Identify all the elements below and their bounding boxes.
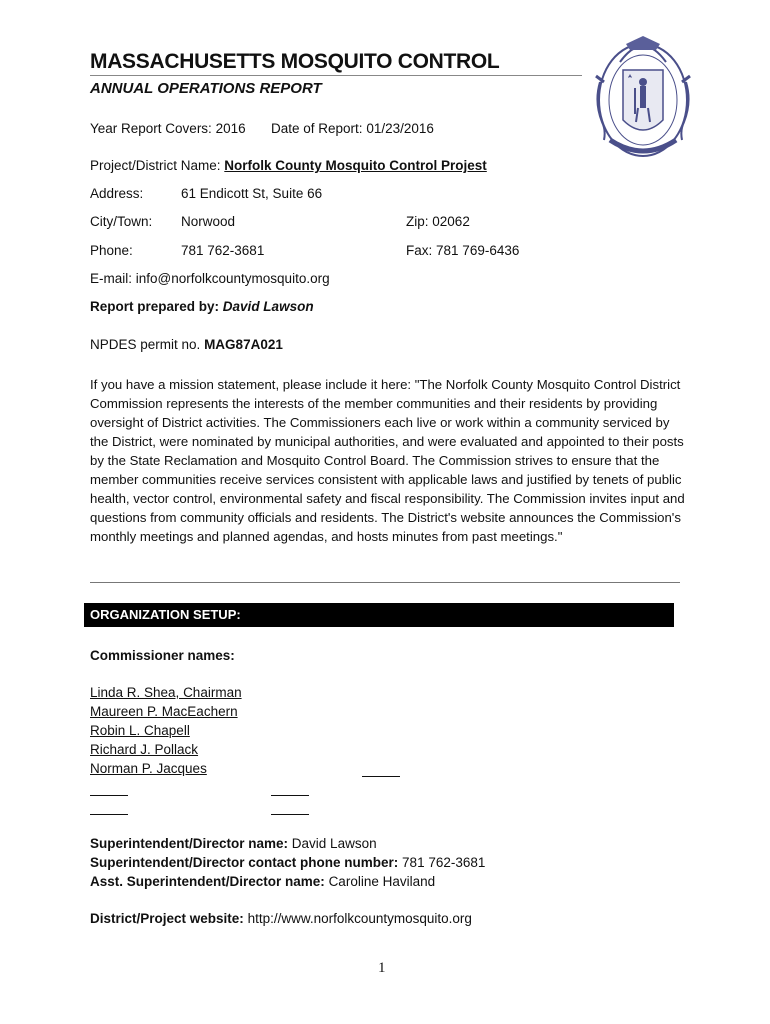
npdes-label: NPDES permit no. <box>90 337 201 352</box>
superintendent-value: David Lawson <box>291 836 377 851</box>
asst-superintendent-label: Asst. Superintendent/Director name: <box>90 874 325 889</box>
district-name <box>90 158 487 173</box>
fax-field <box>406 243 519 258</box>
section-divider <box>90 582 680 583</box>
superintendent-phone-value: 781 762-3681 <box>402 855 486 870</box>
superintendent-label: Superintendent/Director name: <box>90 836 289 851</box>
blank-commissioner-line <box>362 776 400 777</box>
phone-label: Phone: <box>90 243 133 258</box>
report-date-value: 01/23/2016 <box>366 121 434 136</box>
commissioner-name: Richard J. Pollack <box>90 742 199 757</box>
report-date-label: Date of Report: <box>271 121 363 136</box>
city-label: City/Town: <box>90 214 153 229</box>
website-label: District/Project website: <box>90 911 244 926</box>
district-name-label: Project/District Name: <box>90 158 221 173</box>
organization-section-title: ORGANIZATION SETUP: <box>90 607 241 622</box>
commissioner-name: Norman P. Jacques <box>90 761 207 776</box>
phone-value: 781 762-3681 <box>181 243 265 258</box>
asst-superintendent <box>90 874 435 889</box>
zip-label: Zip: <box>406 214 429 229</box>
commissioners-label: Commissioner names: <box>90 648 235 663</box>
email-value: info@norfolkcountymosquito.org <box>135 271 330 286</box>
report-year <box>90 121 246 136</box>
report-year-value: 2016 <box>215 121 246 136</box>
blank-commissioner-line <box>90 795 128 796</box>
website-value: http://www.norfolkcountymosquito.org <box>247 911 472 926</box>
report-date <box>271 121 434 136</box>
address-value: 61 Endicott St, Suite 66 <box>181 186 323 201</box>
prepared-by-value: David Lawson <box>222 299 314 314</box>
prepared-by-label: Report prepared by: <box>90 299 220 314</box>
zip-value: 02062 <box>432 214 470 229</box>
blank-commissioner-line <box>271 814 309 815</box>
page-title: MASSACHUSETTS MOSQUITO CONTROL <box>90 50 500 73</box>
commissioner-name: Linda R. Shea, Chairman <box>90 685 242 700</box>
address-label: Address: <box>90 186 144 201</box>
fax-value: 781 769-6436 <box>436 243 520 258</box>
city-value: Norwood <box>181 214 236 229</box>
prepared-by <box>90 299 314 314</box>
zip-field <box>406 214 470 229</box>
superintendent-phone <box>90 855 485 870</box>
title-underline <box>90 75 582 76</box>
page-subtitle: ANNUAL OPERATIONS REPORT <box>90 80 322 97</box>
email-field <box>90 271 330 286</box>
report-year-label: Year Report Covers: <box>90 121 212 136</box>
blank-commissioner-line <box>271 795 309 796</box>
blank-commissioner-line <box>90 814 128 815</box>
organization-section-header <box>84 603 674 627</box>
district-website <box>90 911 472 926</box>
superintendent-name <box>90 836 377 851</box>
commissioner-name: Robin L. Chapell <box>90 723 190 738</box>
fax-label: Fax: <box>406 243 433 258</box>
asst-superintendent-value: Caroline Haviland <box>328 874 436 889</box>
npdes-value: MAG87A021 <box>204 337 283 352</box>
email-label: E-mail: <box>90 271 133 286</box>
superintendent-phone-label: Superintendent/Director contact phone number: <box>90 855 399 870</box>
commissioner-name: Maureen P. MacEachern <box>90 704 238 719</box>
page-number: 1 <box>378 960 386 976</box>
district-name-value: Norfolk County Mosquito Control Projest <box>224 158 487 173</box>
state-seal-icon <box>590 22 696 162</box>
npdes-permit <box>90 337 283 352</box>
mission-statement: If you have a mission statement, please include it here: "The Norfolk County Mosquito Control District Commission represents the interests of the member communities and their residents by providing oversight of District activities. The Commissioners each live or work within a community serviced by the District, were nominated by municipal authorities, and were evaluated and appointed to their posts by the State Reclamation and Mosquito Control Board. The Commission strives to ensure that the member communities receive services consistent with applicable laws and justified by tenets of public health, vector control, environmental safety and fiscal responsibility. The Commission invites input and questions from community officials and residents. The District's website announces the Commission's monthly meetings and planned agendas, and hosts minutes from past meetings." <box>90 377 685 544</box>
